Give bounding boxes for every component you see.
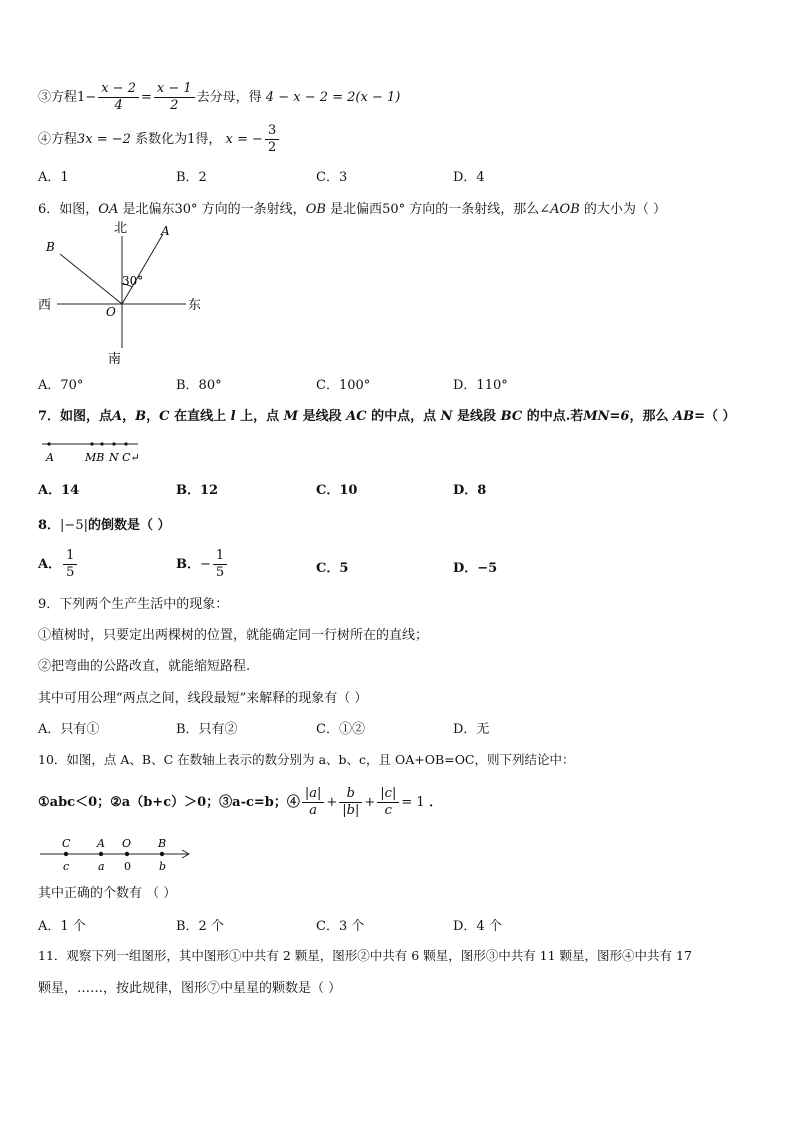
- q6-stem: 6．如图，OA 是北偏东30° 方向的一条射线，OB 是北偏西50° 方向的一条射线，那么∠AOB 的大小为（ ）: [38, 202, 667, 217]
- q10-question: 其中正确的个数有 （ ）: [38, 886, 177, 901]
- q9-item1: ①植树时，只要定出两棵树的位置，就能确定同一行树所在的直线；: [38, 628, 429, 643]
- label-nc: N C↵: [109, 451, 140, 464]
- option-b[interactable]: B．只有②: [176, 722, 238, 737]
- q5-item4: ④方程3x = −2 系数化为1得， x = − $\frac{3}{2}$: [38, 120, 281, 160]
- option-c[interactable]: C．10: [316, 483, 358, 498]
- fraction: $\frac{1}{5}$: [63, 548, 77, 581]
- q11-line2: 颗星，……，按此规律，图形⑦中星星的颗数是（ ）: [38, 981, 342, 996]
- option-d[interactable]: D．110°: [453, 378, 508, 393]
- option-b[interactable]: B．2 个: [176, 919, 224, 934]
- point-c: [64, 852, 68, 856]
- fraction: $\frac{x - 2}{4}$: [98, 81, 139, 114]
- fraction: $\frac{3}{2}$: [265, 123, 279, 156]
- point-b: [160, 852, 164, 856]
- option-a[interactable]: A．14: [38, 483, 80, 498]
- q9-item2: ②把弯曲的公路改直，就能缩短路程.: [38, 659, 251, 674]
- q9-stem: 9．下列两个生产生活中的现象：: [38, 597, 229, 612]
- label-o: O: [106, 305, 116, 319]
- q10-stem: 10．如图，点 A、B、C 在数轴上表示的数分别为 a、b、c，且 OA+OB=OC，则下列结论中：: [38, 752, 575, 767]
- option-d[interactable]: D．无: [453, 722, 490, 737]
- fraction: $\frac{b}{|b|}$: [339, 786, 362, 819]
- point-a: [47, 442, 50, 445]
- q7-line-figure: [38, 434, 148, 464]
- option-d[interactable]: D．4 个: [453, 919, 502, 934]
- option-c[interactable]: C．3: [316, 170, 348, 185]
- option-a[interactable]: A．只有①: [38, 722, 100, 737]
- point-a: [99, 852, 103, 856]
- point-b: [100, 442, 103, 445]
- label-a: A: [161, 224, 170, 238]
- label-o-upper: O: [122, 837, 132, 850]
- label-west: 西: [38, 298, 52, 313]
- option-b[interactable]: B．80°: [176, 378, 222, 393]
- label-south: 南: [108, 352, 122, 367]
- option-c[interactable]: C．100°: [316, 378, 371, 393]
- q7-stem: 7．如图，点A，B，C 在直线上 l 上，点 M 是线段 AC 的中点，点 N 是线段 BC 的中点.若MN=6，那么 AB=（ ）: [38, 409, 736, 424]
- option-b[interactable]: B．2: [176, 170, 207, 185]
- option-a[interactable]: A． $\frac{1}{5}$: [38, 546, 79, 584]
- label-b: B: [46, 240, 55, 254]
- point-o: [125, 852, 129, 856]
- q9-question: 其中可用公理“两点之间，线段最短”来解释的现象有（ ）: [38, 691, 368, 706]
- point-c: [124, 442, 127, 445]
- q10-number-line: [38, 834, 198, 876]
- q5-item3: ③方程1− $\frac{x - 2}{4}$ = $\frac{x - 1}{2}$ 去分母，得 4 − x − 2 = 2(x − 1): [38, 81, 401, 113]
- label-b-upper: B: [158, 837, 167, 850]
- q6-compass-figure: [30, 218, 220, 368]
- label-east: 东: [188, 298, 202, 313]
- option-d[interactable]: D．4: [453, 170, 485, 185]
- ray-ob: [60, 254, 122, 304]
- option-c[interactable]: C．3 个: [316, 919, 365, 934]
- label-b-lower: b: [159, 860, 167, 873]
- fraction: $\frac{1}{5}$: [213, 548, 227, 581]
- label-c-upper: C: [62, 837, 71, 850]
- label-c-lower: c: [63, 860, 70, 873]
- q11-line1: 11．观察下列一组图形，其中图形①中共有 2 颗星，图形②中共有 6 颗星，图形③中共有 11 颗星，图形④中共有 17: [38, 948, 692, 963]
- option-c[interactable]: C．①②: [316, 722, 365, 737]
- fraction: $\frac{x - 1}{2}$: [154, 81, 195, 114]
- option-b[interactable]: B．12: [176, 483, 219, 498]
- option-a[interactable]: A．1 个: [38, 919, 86, 934]
- label-a-lower: a: [98, 860, 105, 873]
- q10-conclusions: ①abc＜0；②a（b+c）＞0；③a-c=b；④ $\frac{|a|}{a}$ + $\frac{b}{|b|}$ + $\frac{|c|}{c}$ = 1 ．: [38, 786, 443, 818]
- option-b[interactable]: B．− $\frac{1}{5}$: [176, 546, 229, 584]
- label-a: A: [46, 451, 54, 464]
- option-d[interactable]: D．8: [453, 483, 487, 498]
- ray-oa: [122, 234, 163, 304]
- option-c[interactable]: C．5: [316, 561, 349, 576]
- option-a[interactable]: A．70°: [38, 378, 84, 393]
- label-a-upper: A: [97, 837, 105, 850]
- fraction: $\frac{|c|}{c}$: [377, 786, 399, 819]
- point-n: [112, 442, 115, 445]
- label-angle-30: 30°: [122, 274, 144, 288]
- fraction: $\frac{|a|}{a}$: [302, 786, 325, 819]
- point-m: [90, 442, 93, 445]
- label-north: 北: [114, 221, 128, 236]
- option-a[interactable]: A．1: [38, 170, 69, 185]
- option-d[interactable]: D．−5: [453, 561, 498, 576]
- label-zero: 0: [124, 860, 131, 873]
- label-mb: MB: [85, 451, 105, 464]
- q8-stem: 8．|−5|的倒数是（ ）: [38, 518, 171, 533]
